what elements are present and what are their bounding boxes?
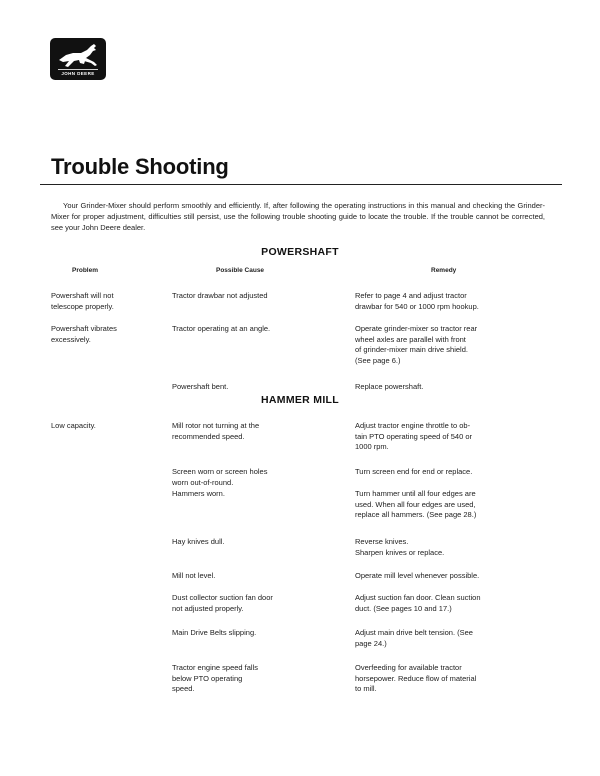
text-line: 1000 rpm. bbox=[355, 442, 389, 451]
title-divider bbox=[40, 184, 562, 185]
remedy-text bbox=[355, 537, 444, 558]
john-deere-logo bbox=[50, 38, 106, 80]
cause-text bbox=[172, 421, 259, 442]
remedy-text bbox=[355, 489, 476, 521]
text-line: Screen worn or screen holes bbox=[172, 467, 268, 476]
text-line: Tractor drawbar not adjusted bbox=[172, 291, 268, 300]
logo-wordmark: JOHN DEERE bbox=[61, 71, 95, 76]
text-line: Tractor operating at an angle. bbox=[172, 324, 271, 333]
text-line: duct. (See pages 10 and 17.) bbox=[355, 603, 452, 613]
text-line: worn out-of-round. bbox=[172, 477, 234, 487]
text-line: Replace powershaft. bbox=[355, 382, 424, 391]
text-line: replace all hammers. (See page 28.) bbox=[355, 510, 477, 519]
remedy-text bbox=[355, 467, 472, 478]
text-line: Adjust main drive belt tension. (See bbox=[355, 628, 473, 637]
text-line: drawbar for 540 or 1000 rpm hookup. bbox=[355, 301, 479, 311]
page-title: Trouble Shooting bbox=[51, 154, 229, 179]
text-line: below PTO operating bbox=[172, 673, 243, 683]
column-header-problem: Problem bbox=[72, 267, 99, 274]
cause-text bbox=[172, 593, 273, 614]
text-line: Mill not level. bbox=[172, 571, 216, 580]
remedy-text bbox=[355, 382, 423, 393]
text-line: Turn hammer until all four edges are bbox=[355, 489, 476, 498]
text-line: horsepower. Reduce flow of material bbox=[355, 673, 477, 683]
text-line: (See page 6.) bbox=[355, 355, 401, 365]
problem-text bbox=[51, 291, 114, 312]
text-line: Main Drive Belts slipping. bbox=[172, 628, 257, 637]
text-line: Powershaft will not bbox=[51, 291, 114, 300]
text-line: Operate grinder-mixer so tractor rear bbox=[355, 324, 478, 333]
text-line: page 24.) bbox=[355, 638, 387, 648]
text-line: excessively. bbox=[51, 334, 91, 344]
cause-text bbox=[172, 324, 270, 335]
cause-text bbox=[172, 291, 268, 302]
section-heading-powershaft: POWERSHAFT bbox=[261, 246, 339, 258]
text-line: Refer to page 4 and adjust tractor bbox=[355, 291, 467, 300]
text-line: Hay knives dull. bbox=[172, 537, 225, 546]
text-line: not adjusted properly. bbox=[172, 603, 244, 613]
text-line: Dust collector suction fan door bbox=[172, 593, 273, 602]
text-line: used. When all four edges are used, bbox=[355, 499, 476, 509]
column-header-possible-cause: Possible Cause bbox=[216, 267, 265, 274]
text-line: speed. bbox=[172, 684, 195, 693]
text-line: Mill rotor not turning at the bbox=[172, 421, 260, 430]
problem-text bbox=[51, 421, 96, 432]
text-line: Low capacity. bbox=[51, 421, 96, 430]
section-heading-hammer-mill: HAMMER MILL bbox=[261, 394, 339, 406]
remedy-text bbox=[355, 421, 472, 453]
text-line: Overfeeding for available tractor bbox=[355, 663, 462, 672]
text-line: Reverse knives. bbox=[355, 537, 409, 546]
text-line: of grinder-mixer main drive shield. bbox=[355, 345, 468, 354]
cause-text bbox=[172, 467, 267, 488]
text-line: Powershaft bent. bbox=[172, 382, 229, 391]
text-line: Turn screen end for end or replace. bbox=[355, 467, 473, 476]
remedy-text bbox=[355, 663, 476, 695]
cause-text bbox=[172, 571, 215, 582]
cause-text bbox=[172, 382, 228, 393]
text-line: to mill. bbox=[355, 684, 377, 693]
text-line: Hammers worn. bbox=[172, 489, 225, 498]
remedy-text bbox=[355, 571, 479, 582]
text-line: Adjust tractor engine throttle to ob- bbox=[355, 421, 471, 430]
remedy-text bbox=[355, 593, 481, 614]
cause-text bbox=[172, 489, 225, 500]
intro-paragraph: Your Grinder-Mixer should perform smoothly and efficiently. If, after following the operating instructions in this manual and checking the Grinder-Mixer for proper adjustment, difficulties still persist, use the following trouble shooting guide to locate the trouble. If the trouble cannot be corrected, see your John Deere dealer. bbox=[51, 201, 545, 232]
text-line: Tractor engine speed falls bbox=[172, 663, 259, 672]
column-header-remedy: Remedy bbox=[431, 267, 457, 274]
problem-text bbox=[51, 324, 117, 345]
cause-text bbox=[172, 537, 225, 548]
cause-text bbox=[172, 628, 256, 639]
text-line: telescope properly. bbox=[51, 301, 114, 311]
text-line: tain PTO operating speed of 540 or bbox=[355, 431, 473, 441]
cause-text bbox=[172, 663, 258, 695]
text-line: wheel axles are parallel with front bbox=[355, 334, 466, 344]
remedy-text bbox=[355, 324, 477, 366]
remedy-text bbox=[355, 628, 473, 649]
text-line: Operate mill level whenever possible. bbox=[355, 571, 480, 580]
text-line: recommended speed. bbox=[172, 431, 245, 441]
remedy-text bbox=[355, 291, 479, 312]
text-line: Powershaft vibrates bbox=[51, 324, 117, 333]
text-line: Sharpen knives or replace. bbox=[355, 547, 445, 557]
text-line: Adjust suction fan door. Clean suction bbox=[355, 593, 481, 602]
